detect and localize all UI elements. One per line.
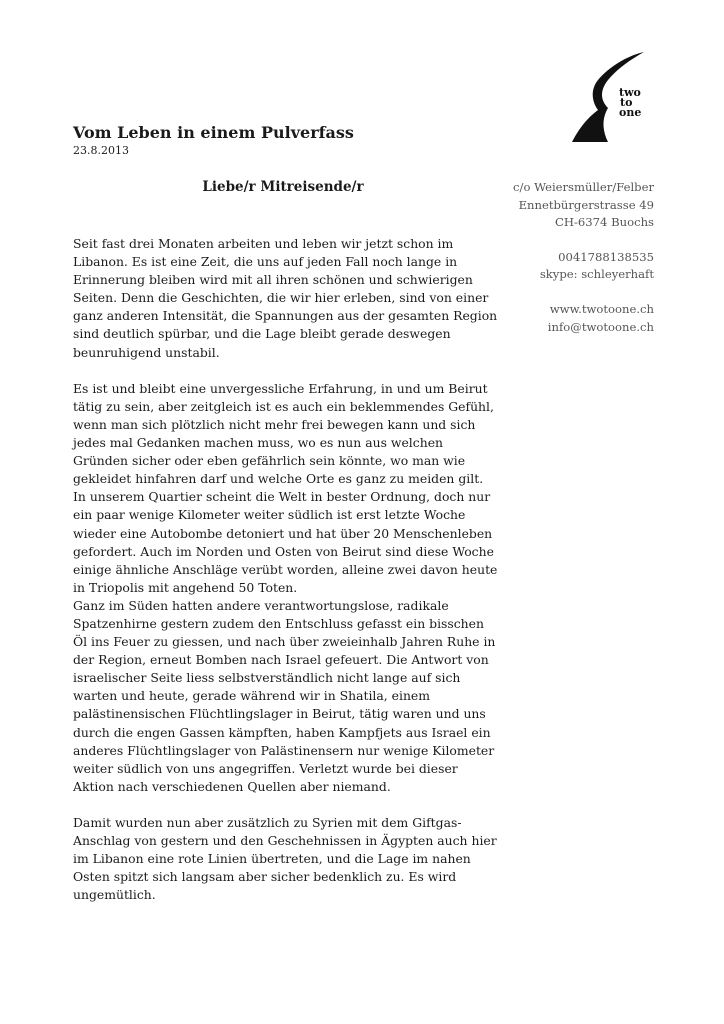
logo-line-2: to (620, 96, 633, 109)
address-line: Ennetbürgerstrasse 49 (518, 197, 654, 212)
address-line: CH-6374 Buochs (555, 215, 654, 230)
website-link[interactable]: www.twotoone.ch (549, 301, 654, 316)
document-title: Vom Leben in einem Pulverfass (73, 123, 354, 142)
phone-number: 0041788138535 (558, 249, 654, 264)
paragraph: In unserem Quartier scheint die Welt in bester Ordnung, doch nur ein paar wenige Kilometer weiter südlich ist erst letzte Woche wieder eine Autobombe detoniert und hat über 20 Menschenleben gefordert. Auch im Norden und Osten von Beirut sind diese Woche einige ähnliche Anschläge verübt worden, alleine zwei davon heute in Triopolis mit angehend 50 Toten. (73, 489, 498, 595)
address-line: c/o Weiersmüller/Felber (513, 180, 654, 194)
logo (568, 50, 650, 146)
address-block (454, 179, 654, 232)
paragraph: Seit fast drei Monaten arbeiten und leben wir jetzt schon im Libanon. Es ist eine Zeit, die uns auf jeden Fall noch lange in Erinnerung bleiben wird mit all ihren schönen und schwierigen Seiten. Denn die Geschichten, die wir hier erleben, sind von einer ganz anderen Intensität, die Spannungen aus der gesamten Region sind deutlich spürbar, und die Lage bleibt gerade deswegen beunruhigend unstabil. (73, 236, 498, 360)
email-link[interactable]: info@twotoone.ch (547, 319, 654, 334)
salutation: Liebe/r Mitreisende/r (202, 179, 364, 195)
logo-line-3: one (619, 106, 642, 119)
skype-handle: skype: schleyerhaft (539, 267, 654, 282)
paragraph: Damit wurden nun aber zusätzlich zu Syrien mit dem Giftgas-Anschlag von gestern und den Geschehnissen in Ägypten auch hier im Libanon eine rote Linien übertreten, und die Lage im nahen Osten spitzt sich langsam aber sicher bedenklich zu. Es wird ungemütlich. (73, 815, 497, 903)
letter-body (73, 235, 498, 904)
paragraph: Ganz im Süden hatten andere verantwortungslose, radikale Spatzenhirne gestern zudem den Entschluss gefasst ein bisschen Öl ins Feuer zu giessen, und nach über zweieinhalb Jahren Ruhe in der Region, erneut Bomben nach Israel gefeuert. Die Antwort von israelischer Seite liess selbstverständlich nicht lange auf sich warten und heute, gerade während wir in Shatila, einem palästinensischen Flüchtlingslager in Beirut, tätig waren und uns durch die engen Gassen kämpften, haben Kampfjets aus Israel ein anderes Flüchtlingslager von Palästinensern nur wenige Kilometer weiter südlich von uns angegriffen. Verletzt wurde bei dieser Aktion nach verschiedenen Quellen aber niemand. (73, 597, 496, 794)
document-date: 23.8.2013 (73, 144, 129, 157)
paragraph: Es ist und bleibt eine unvergessliche Erfahrung, in und um Beirut tätig zu sein, aber zeitgleich ist es auch ein beklemmendes Gefühl, wenn man sich plötzlich nicht mehr frei bewegen kann und sich jedes mal Gedanken machen muss, wo es nun aus welchen Gründen sicher oder eben gefährlich sein könnte, wo man wie gekleidet hinfahren darf und welche Orte es ganz zu meiden gilt. (73, 380, 494, 487)
logo-text (619, 88, 641, 118)
logo-line-1: two (619, 86, 641, 99)
